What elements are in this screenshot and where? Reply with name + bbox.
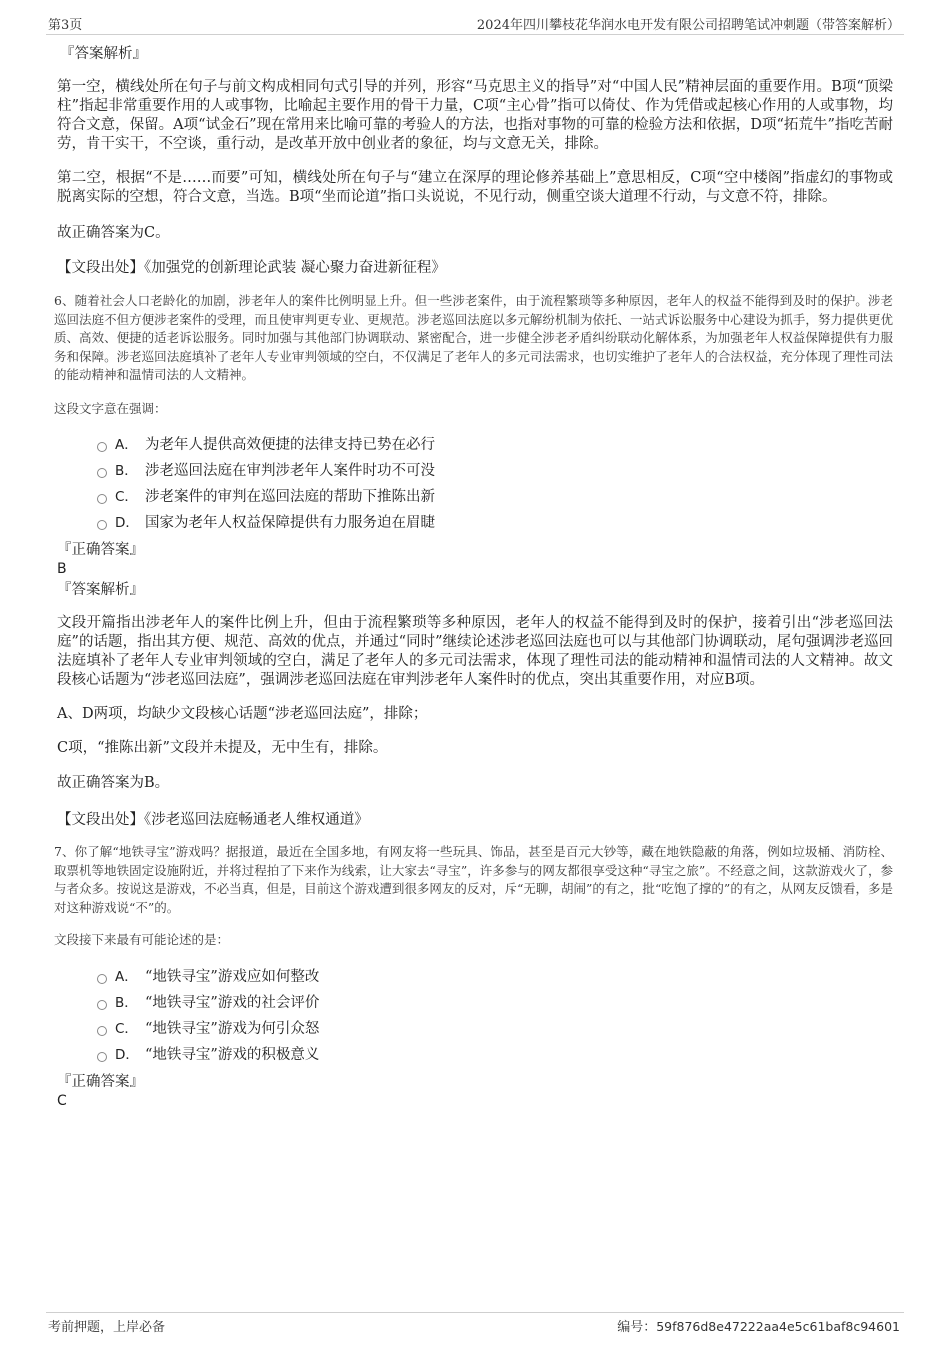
analysis-label: 『答案解析』 [57, 582, 144, 598]
option-d[interactable] [57, 510, 893, 536]
option-text: “地铁寻宝”游戏的社会评价 [145, 994, 320, 1011]
radio-icon[interactable] [97, 468, 107, 478]
analysis-conclusion: 故正确答案为B。 [57, 775, 170, 791]
analysis-paragraph-3: C项，“推陈出新”文段并未提及，无中生有，排除。 [57, 740, 388, 756]
correct-answer-value: C [57, 1092, 67, 1109]
option-b[interactable] [57, 990, 893, 1016]
option-letter: C． [115, 489, 138, 505]
option-b[interactable] [57, 458, 893, 484]
page-number: 第3页 [48, 18, 83, 33]
option-text: “地铁寻宝”游戏应如何整改 [145, 968, 320, 985]
analysis-paragraph-2: A、D两项，均缺少文段核心话题“涉老巡回法庭”，排除； [57, 706, 428, 722]
analysis-paragraph-1: 第一空，横线处所在句子与前文构成相同句式引导的并列，形容“马克思主义的指导”对“中国人民”精神层面的重要作用。B项“顶梁柱”指起非常重要作用的人或事物，比喻起主要作用的骨干力量，C项“主心骨”指可以倚仗、作为凭借或起核心作用的人或事物，均符合文意，保留。A项“试金石”现在常用来比喻可靠的考验人的方法，也指对事物的可靠的检验方法和依据，D项“拓荒牛”指吃苦耐劳，肯干实干，不空谈，重行动，是改革开放中创业者的象征，均与文意无关，排除。 [57, 79, 893, 152]
code-label: 编号： [617, 1320, 657, 1335]
option-text: 为老年人提供高效便捷的法律支持已势在必行 [145, 437, 435, 453]
question-6-options [57, 432, 893, 536]
option-text: “地铁寻宝”游戏的积极意义 [145, 1046, 320, 1063]
analysis-paragraph-2: 第二空，根据“不是……而要”可知，横线处所在句子与“建立在深厚的理论修养基础上”意思相反，C项“空中楼阁”指虚幻的事物或脱离实际的空想，符合文意，当选。B项“坐而论道”指口头说说，不见行动，侧重空谈大道理不行动，与文意不符，排除。 [57, 170, 893, 205]
option-letter: B． [115, 994, 138, 1011]
question-7-stem: 7、你了解“地铁寻宝”游戏吗？据报道，最近在全国多地，有网友将一些玩具、饰品，甚至是百元大钞等，藏在地铁隐蔽的角落，例如垃圾桶、消防栓、取票机等地铁固定设施附近，并将过程拍了下来作为线索，让大家去“寻宝”，许多参与的网友都很享受这种“寻宝之旅”。不经意之间，这款游戏火了，参与者众多。按说这是游戏，不必当真，但是，目前这个游戏遭到很多网友的反对，斥“无聊，胡闹”的有之，批“吃饱了撑的”的有之，从网友反馈看，多是对这种游戏说“不”的。 [54, 844, 893, 915]
option-text: 涉老巡回法庭在审判涉老年人案件时功不可没 [145, 463, 435, 479]
question-6-stem: 6、随着社会人口老龄化的加剧，涉老年人的案件比例明显上升。但一些涉老案件，由于流程繁琐等多种原因，老年人的权益不能得到及时的保护。涉老巡回法庭不但方便涉老案件的受理，而且使审判更专业、更规范。涉老巡回法庭以多元解纷机制为依托、一站式诉讼服务中心建设为抓手，努力提供更优质、高效、便捷的适老诉讼服务。同时加强与其他部门协调联动、紧密配合，进一步健全涉老矛盾纠纷联动化解体系，为加强老年人权益保障提供有力服务和保障。涉老巡回法庭填补了老年人专业审判领域的空白，不仅满足了老年人的多元司法需求，也切实维护了老年人的合法权益，充分体现了理性司法的能动精神和温情司法的人文精神。 [54, 293, 893, 382]
footer-slogan: 考前押题，上岸必备 [48, 1320, 166, 1335]
option-letter: A． [115, 968, 138, 985]
radio-icon[interactable] [97, 520, 107, 530]
option-a[interactable] [57, 964, 893, 990]
option-text: “地铁寻宝”游戏为何引众怒 [145, 1020, 320, 1037]
page-footer [46, 1312, 904, 1335]
option-d[interactable] [57, 1042, 893, 1068]
question-7-prompt: 文段接下来最有可能论述的是： [54, 932, 230, 947]
option-a[interactable] [57, 432, 893, 458]
page-header [46, 14, 904, 35]
radio-icon[interactable] [97, 442, 107, 452]
analysis-paragraph-1: 文段开篇指出涉老年人的案件比例上升，但由于流程繁琐等多种原因，老年人的权益不能得到及时的保护，接着引出“涉老巡回法庭”的话题，指出其方便、规范、高效的优点，并通过“同时”继续论述涉老巡回法庭也可以与其他部门协调联动，尾句强调涉老巡回法庭填补了老年人专业审判领域的空白，满足了老年人的多元司法需求，体现了理性司法的能动精神和温情司法的人文精神。故文段核心话题为“涉老巡回法庭”，强调涉老巡回法庭在审判涉老年人案件时的优点，突出其重要作用，对应B项。 [57, 615, 893, 688]
radio-icon[interactable] [97, 1000, 107, 1010]
correct-answer-label: 『正确答案』 [57, 1073, 144, 1090]
option-letter: D． [115, 1046, 139, 1063]
correct-answer-value: B [57, 561, 67, 577]
document-content [54, 44, 893, 1110]
option-text: 涉老案件的审判在巡回法庭的帮助下推陈出新 [145, 489, 435, 505]
radio-icon[interactable] [97, 494, 107, 504]
analysis-label: 『答案解析』 [60, 46, 147, 62]
radio-icon[interactable] [97, 974, 107, 984]
radio-icon[interactable] [97, 1052, 107, 1062]
option-letter: C． [115, 1020, 138, 1037]
source-citation: 【文段出处】《加强党的创新理论武装 凝心聚力奋进新征程》 [57, 260, 446, 276]
option-letter: B． [115, 463, 138, 479]
correct-answer-label: 『正确答案』 [57, 542, 144, 558]
source-citation: 【文段出处】《涉老巡回法庭畅通老人维权通道》 [57, 812, 369, 828]
question-7-options [57, 964, 893, 1068]
question-6-prompt: 这段文字意在强调： [54, 400, 167, 416]
radio-icon[interactable] [97, 1026, 107, 1036]
document-title: 2024年四川攀枝花华润水电开发有限公司招聘笔试冲刺题（带答案解析） [476, 18, 900, 33]
option-c[interactable] [57, 1016, 893, 1042]
option-letter: D． [115, 515, 139, 531]
option-c[interactable] [57, 484, 893, 510]
analysis-conclusion: 故正确答案为C。 [57, 225, 170, 241]
document-code [617, 1316, 900, 1335]
option-letter: A． [115, 437, 138, 453]
option-text: 国家为老年人权益保障提供有力服务迫在眉睫 [145, 515, 435, 531]
code-value: 59f876d8e47222aa4e5c61baf8c94601 [656, 1319, 900, 1334]
